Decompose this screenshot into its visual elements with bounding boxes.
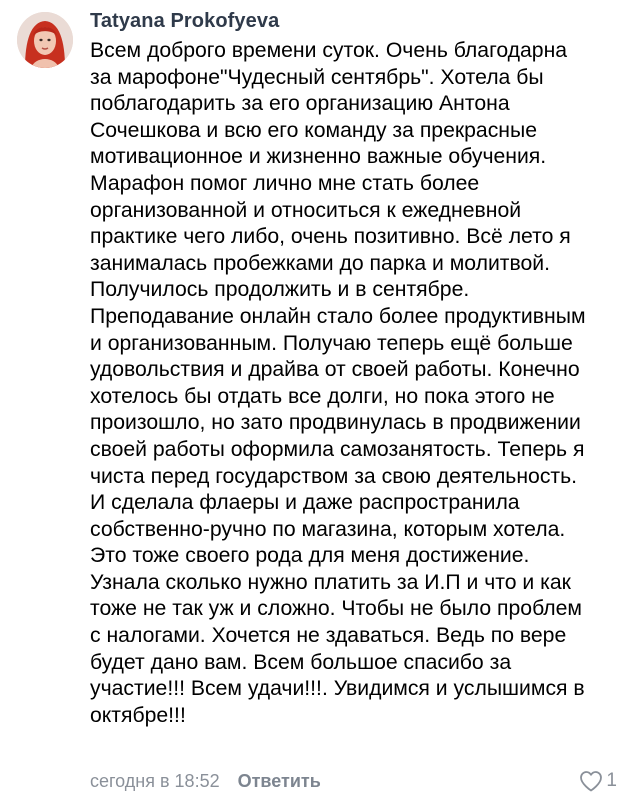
comment-line: Получилось продолжить и в сентябре. (90, 278, 470, 302)
comment-line: с налогами. Хочется не здаваться. Ведь по вере (90, 624, 567, 648)
like-button[interactable] (579, 768, 617, 794)
comment-line: тоже не так уж и сложно. Чтобы не было проблем (90, 597, 582, 621)
comment-line: занималась пробежками до парка и молитвой. (90, 251, 551, 275)
comment-line: И сделала флаеры и даже распространила (90, 491, 520, 515)
author-name[interactable]: Tatyana Prokofyeva (90, 10, 280, 32)
likes-count: 1 (606, 770, 617, 791)
comment-line: участие!!! Всем удачи!!!. Увидимся и услышимся в (90, 677, 585, 701)
comment-line: Преподавание онлайн стало более продуктивным (90, 304, 586, 328)
comment-line: Это тоже своего рода для меня достижение. (90, 544, 530, 568)
comment-footer (90, 768, 625, 794)
comment-line: Марафон помог лично мне стать более (90, 171, 480, 195)
avatar[interactable] (17, 12, 73, 68)
comment-line: своей работы оформила самозанятость. Теперь я (90, 437, 585, 461)
comment-line: хотелось бы отдать все долги, но пока этого не (90, 384, 555, 408)
comment-line: практике чего либо, очень позитивно. Всё лето я (90, 225, 571, 249)
comment-line: Всем доброго времени суток. Очень благодарна (90, 39, 568, 62)
comment-line: мотивационное и жизненно важные обучения. (90, 145, 547, 169)
comment-line: октябре!!! (90, 703, 186, 727)
comment-line: произошло, но зато продвинулась в продвижении (90, 411, 581, 435)
comment-line: чиста перед государством за свою деятельность. (90, 464, 578, 488)
heart-outline-icon (579, 770, 603, 792)
comment-line: Узнала сколько нужно платить за И.П и что и как (90, 570, 571, 594)
timestamp[interactable]: сегодня в 18:52 (90, 770, 220, 791)
comment-line: удовольствия и драйва от своей работы. Конечно (90, 358, 580, 382)
comment-line: поблагодарить за его организацию Антона (90, 92, 510, 116)
comment-line: организованной и относиться к ежедневной (90, 198, 522, 222)
comment-content (90, 8, 625, 729)
comment-line: за марофоне"Чудесный сентябрь". Хотела бы (90, 65, 544, 89)
comment-line: будет дано вам. Всем большое спасибо за (90, 650, 512, 674)
reply-button[interactable]: Ответить (237, 770, 321, 791)
comment-line: Сочешкова и всю его команду за прекрасные (90, 118, 537, 142)
comment-line: собственно-ручно по магазина, которым хотела. (90, 517, 566, 541)
comment-text (90, 38, 625, 729)
comment-line: и организованным. Получаю теперь ещё больше (90, 331, 573, 355)
avatar-photo (17, 12, 73, 68)
